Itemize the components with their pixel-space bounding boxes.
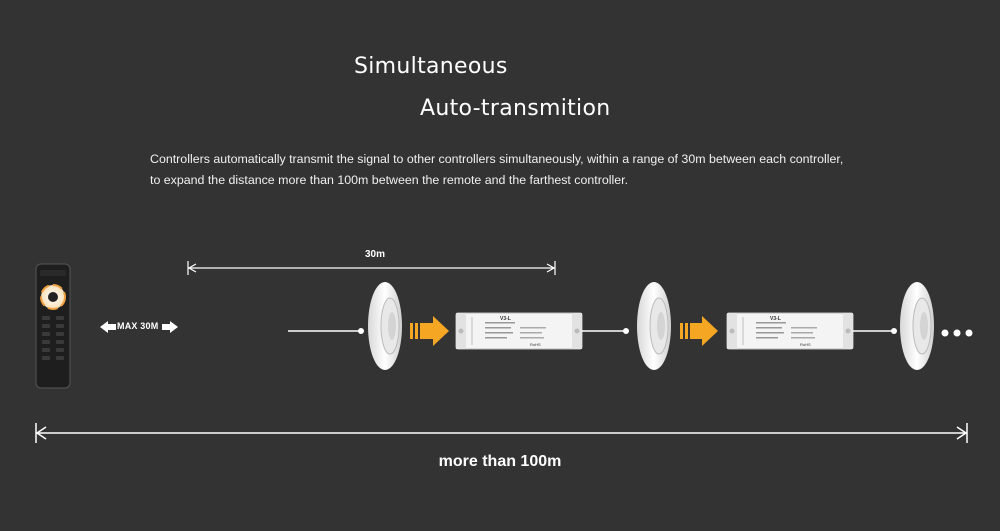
max-range-label: MAX 30M: [117, 321, 159, 331]
controller-brand-label: RoHS: [530, 342, 541, 347]
title-line-2: Auto-transmition: [420, 96, 611, 121]
range-label: 30m: [364, 249, 385, 260]
title-line-1: Simultaneous: [354, 54, 508, 79]
led-strip-reel-icon: [368, 282, 402, 370]
range-dimension: [188, 261, 555, 275]
remote-control-icon: [36, 264, 70, 388]
controller-brand-label: RoHS: [800, 342, 811, 347]
ellipsis-icon: [942, 330, 973, 337]
controller-model-label: V3-L: [500, 316, 511, 322]
total-distance-dimension: [36, 423, 967, 443]
description-line-1: Controllers automatically transmit the signal to other controllers simultaneously, within a range of 30m between each controller,: [150, 152, 844, 166]
connection-line: [582, 328, 629, 334]
forward-arrow-icon: [410, 316, 449, 346]
led-strip-reel-icon: [637, 282, 671, 370]
connection-line: [853, 328, 897, 334]
connection-line: [288, 328, 364, 334]
description-line-2: to expand the distance more than 100m between the remote and the farthest controller.: [150, 173, 629, 187]
forward-arrow-icon: [680, 316, 718, 346]
controller-icon: [456, 313, 582, 349]
total-distance-label: more than 100m: [438, 453, 562, 470]
led-strip-reel-icon: [900, 282, 934, 370]
controller-icon: [727, 313, 853, 349]
controller-model-label: V3-L: [770, 316, 781, 322]
